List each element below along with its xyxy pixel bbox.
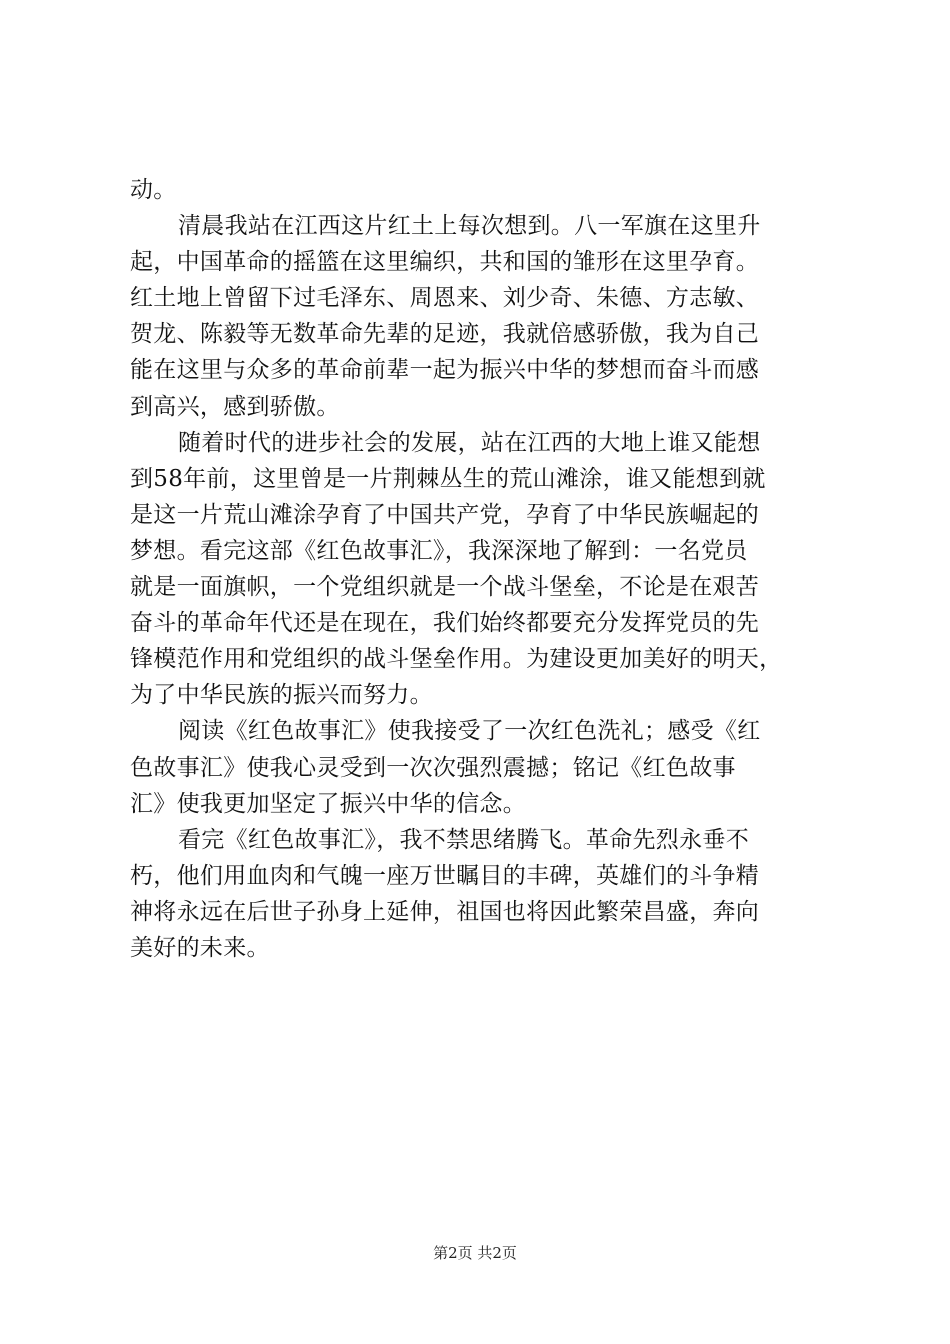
paragraph-first-line: 阅读《红色故事汇》使我接受了一次红色洗礼；感受《红 [178, 718, 761, 745]
text-line: 动。 [130, 177, 177, 203]
text-line: 是这一片荒山滩涂孕育了中国共产党，孕育了中华民族崛起的 [130, 501, 760, 528]
text-line: 到58年前，这里曾是一片荆棘丛生的荒山滩涂，谁又能想到就 [130, 465, 766, 492]
text-line: 起，中国革命的摇篮在这里编织，共和国的雏形在这里孕育。 [130, 249, 760, 276]
paragraph-first-line: 看完《红色故事汇》，我不禁思绪腾飞。革命先烈永垂不 [178, 826, 749, 853]
text-line: 能在这里与众多的革命前辈一起为振兴中华的梦想而奋斗而感 [130, 357, 760, 384]
text-line: 奋斗的革命年代还是在现在，我们始终都要充分发挥党员的先 [130, 610, 760, 637]
text-line: 汇》使我更加坚定了振兴中华的信念。 [130, 790, 527, 817]
text-line: 神将永远在后世子孙身上延伸，祖国也将因此繁荣昌盛，奔向 [130, 898, 760, 925]
text-line: 贺龙、陈毅等无数革命先辈的足迹，我就倍感骄傲，我为自己 [130, 321, 760, 348]
paragraph-first-line: 清晨我站在江西这片红土上每次想到。八一军旗在这里升 [178, 213, 761, 240]
text-line: 到高兴，感到骄傲。 [130, 393, 340, 420]
page-number-footer: 第2页 共2页 [433, 1244, 517, 1262]
text-line: 红土地上曾留下过毛泽东、周恩来、刘少奇、朱德、方志敏、 [130, 285, 760, 312]
text-line: 就是一面旗帜，一个党组织就是一个战斗堡垒，不论是在艰苦 [130, 574, 760, 601]
text-line: 美好的未来。 [130, 934, 270, 961]
text-line: 色故事汇》使我心灵受到一次次强烈震撼；铭记《红色故事 [130, 754, 736, 781]
body-text [130, 172, 830, 966]
text-line: 朽，他们用血肉和气魄一座万世瞩目的丰碑，英雄们的斗争精 [130, 862, 760, 889]
text-line: 梦想。看完这部《红色故事汇》，我深深地了解到：一名党员 [130, 537, 748, 564]
text-line: 锋模范作用和党组织的战斗堡垒作用。为建设更加美好的明天， [130, 646, 783, 673]
text-line: 为了中华民族的振兴而努力。 [130, 682, 433, 709]
paragraph-first-line: 随着时代的进步社会的发展，站在江西的大地上谁又能想 [178, 429, 761, 456]
